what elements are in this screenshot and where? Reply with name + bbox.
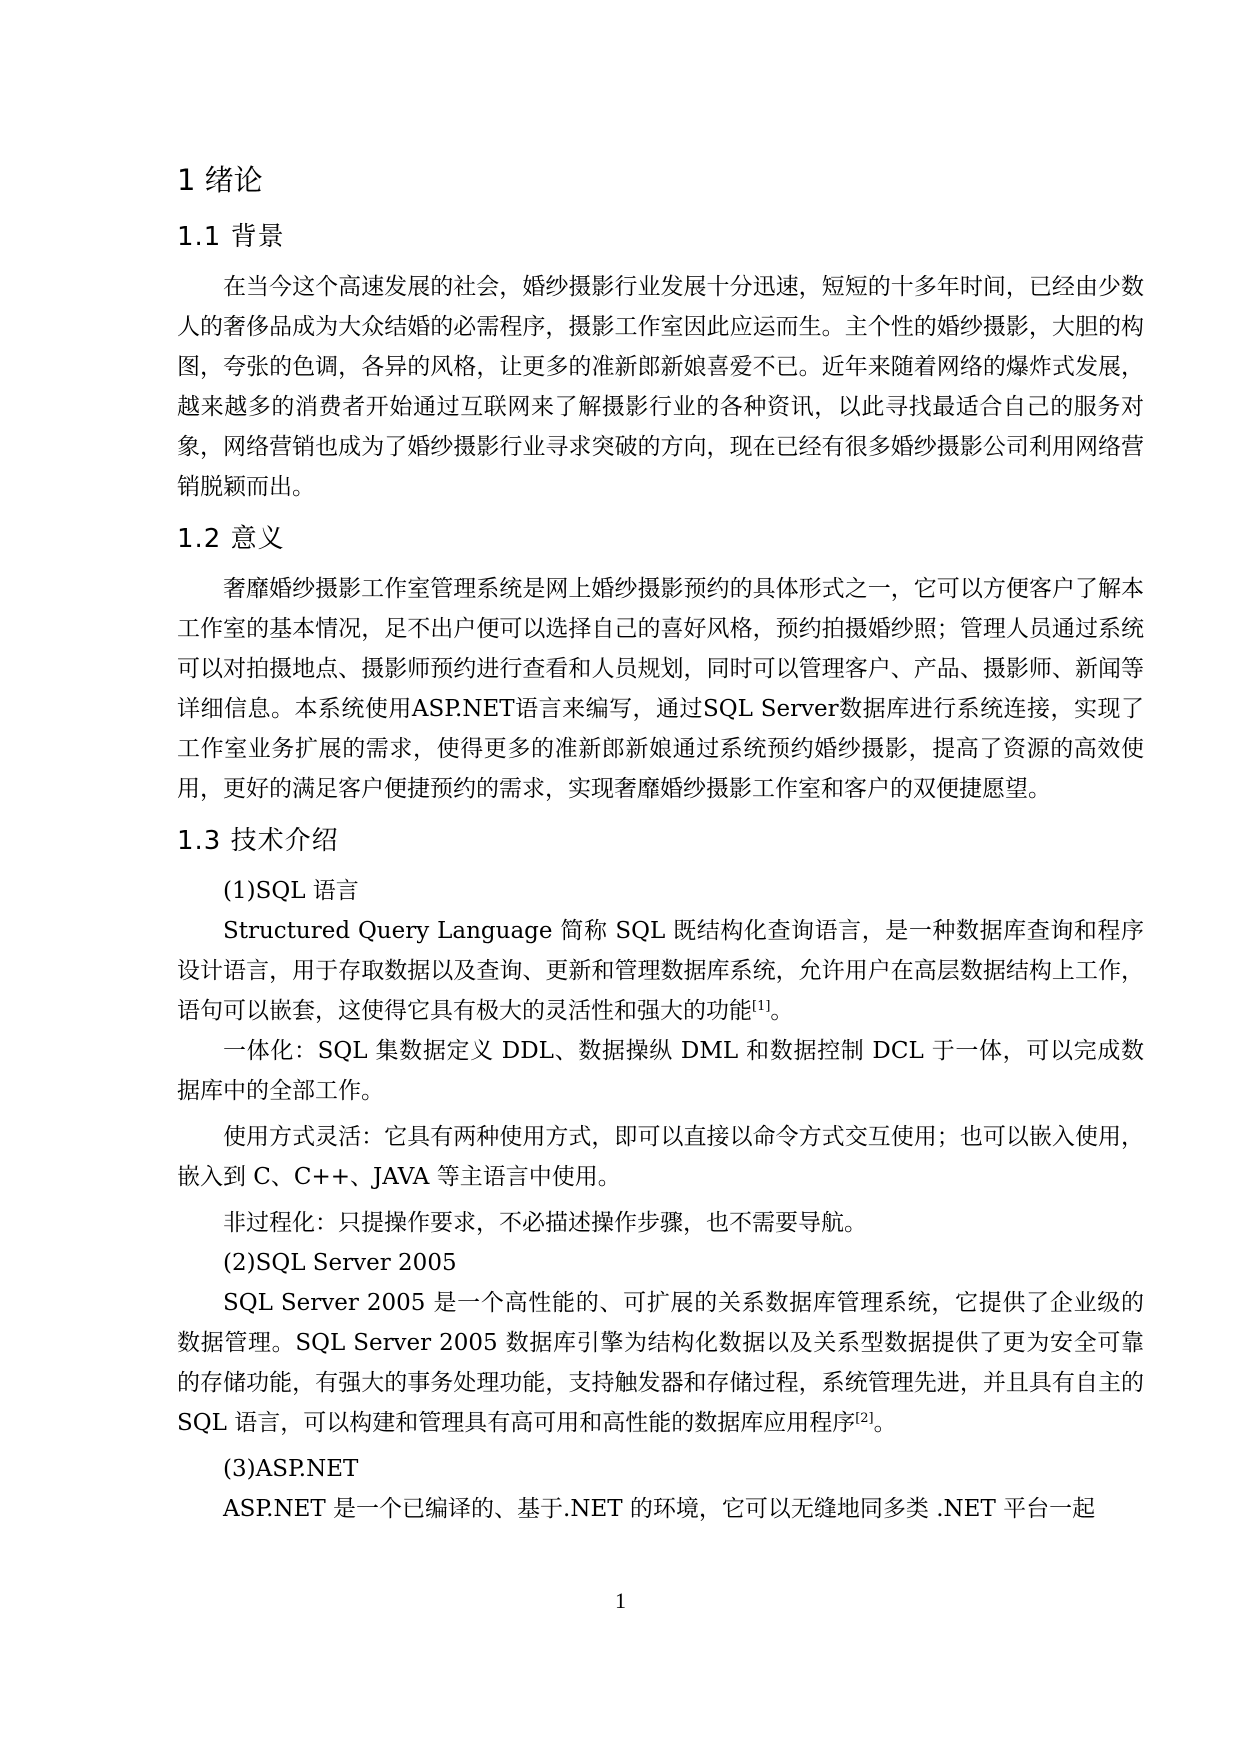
sql-paragraph-nonprocedural: 非过程化：只提操作要求，不必描述操作步骤，也不需要导航。 <box>223 1210 867 1236</box>
chapter-heading: 1 绪论 <box>177 163 263 197</box>
section-heading-technology: 1.3 技术介绍 <box>177 826 339 856</box>
sql-intro-text: Structured Query Language 简称 SQL 既结构化查询语言，是一种数据库查询和程序设计语言，用于存取数据以及查询、更新和管理数据库系统，允许用户在高层数据结构上工作，语句可以嵌套，这使得它具有极大的灵活性和强大的功能 <box>177 918 1144 1024</box>
sqlserver-paragraph <box>177 1283 1144 1443</box>
sql-subtitle: (1)SQL 语言 <box>223 878 359 904</box>
page-number: 1 <box>615 1588 626 1613</box>
sql-intro-end: 。 <box>770 998 794 1024</box>
sqlserver-subtitle: (2)SQL Server 2005 <box>223 1250 457 1276</box>
sql-paragraph-intro <box>177 911 1144 1031</box>
document-body <box>177 160 1144 1529</box>
background-paragraph: 在当今这个高速发展的社会，婚纱摄影行业发展十分迅速，短短的十多年时间，已经由少数人的奢侈品成为大众结婚的必需程序，摄影工作室因此应运而生。主个性的婚纱摄影，大胆的构图，夸张的色调，各异的风格，让更多的准新郎新娘喜爱不已。近年来随着网络的爆炸式发展，越来越多的消费者开始通过互联网来了解摄影行业的各种资讯，以此寻找最适合自己的服务对象，网络营销也成为了婚纱摄影行业寻求突破的方向，现在已经有很多婚纱摄影公司利用网络营销脱颖而出。 <box>177 274 1144 500</box>
aspnet-subtitle: (3)ASP.NET <box>223 1456 359 1482</box>
citation-ref-1: [1] <box>752 999 771 1014</box>
sql-paragraph-flexible: 使用方式灵活：它具有两种使用方式，即可以直接以命令方式交互使用；也可以嵌入使用，嵌入到 C、C++、JAVA 等主语言中使用。 <box>177 1124 1144 1190</box>
significance-paragraph: 奢靡婚纱摄影工作室管理系统是网上婚纱摄影预约的具体形式之一，它可以方便客户了解本工作室的基本情况，足不出户便可以选择自己的喜好风格，预约拍摄婚纱照；管理人员通过系统可以对拍摄地点、摄影师预约进行查看和人员规划，同时可以管理客户、产品、摄影师、新闻等详细信息。本系统使用ASP.NET语言来编写，通过SQL Server数据库进行系统连接，实现了工作室业务扩展的需求，使得更多的准新郎新娘通过系统预约婚纱摄影，提高了资源的高效使用，更好的满足客户便捷预约的需求，实现奢靡婚纱摄影工作室和客户的双便捷愿望。 <box>177 576 1144 802</box>
section-heading-significance: 1.2 意义 <box>177 524 285 554</box>
section-heading-background: 1.1 背景 <box>177 222 285 252</box>
sql-paragraph-integration: 一体化：SQL 集数据定义 DDL、数据操纵 DML 和数据控制 DCL 于一体，可以完成数据库中的全部工作。 <box>177 1038 1144 1104</box>
aspnet-paragraph: ASP.NET 是一个已编译的、基于.NET 的环境，它可以无缝地同多类 .NET 平台一起 <box>223 1496 1096 1522</box>
sqlserver-text: SQL Server 2005 是一个高性能的、可扩展的关系数据库管理系统，它提供了企业级的数据管理。SQL Server 2005 数据库引擎为结构化数据以及关系型数据提供了更为安全可靠的存储功能，有强大的事务处理功能，支持触发器和存储过程，系统管理先进，并且具有自主的 SQL 语言，可以构建和管理具有高可用和高性能的数据库应用程序 <box>177 1290 1144 1436</box>
sqlserver-end: 。 <box>873 1410 897 1436</box>
citation-ref-2: [2] <box>855 1411 874 1426</box>
